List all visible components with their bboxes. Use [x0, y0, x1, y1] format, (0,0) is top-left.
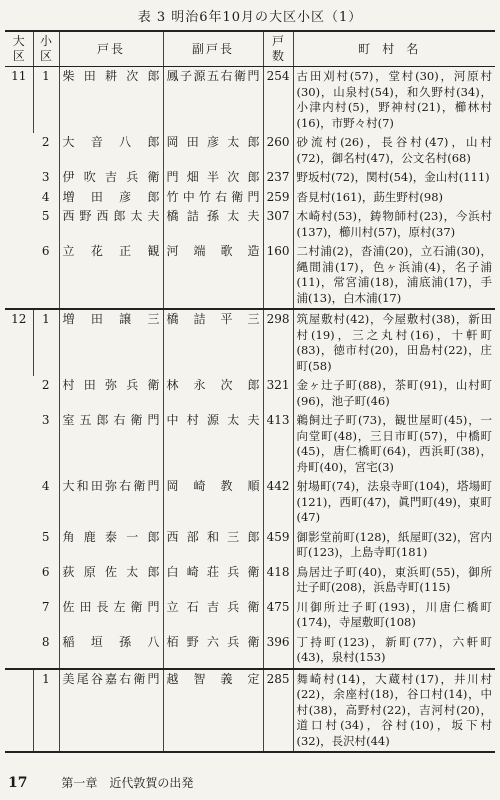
cell-shoku: 6 — [41, 244, 50, 258]
cell-shoku: 4 — [41, 189, 50, 204]
cell-kocho: 大和田弥右衛門 — [59, 477, 163, 528]
cell-towns: 舞崎村(14)，大蔵村(17)，井川村(22)，余座村(18)，谷口村(14)，中村(38)，高野村(22)，吉河村(20)，道口村(34)，谷村(10)，坂下村(32)，長沢村(44) — [293, 669, 495, 753]
cell-towns: 野坂村(72)，関村(54)，金山村(111) — [293, 168, 495, 188]
table-row — [5, 528, 495, 563]
cell-kosu: 285 — [263, 669, 293, 753]
cell-kosu: 260 — [263, 133, 293, 168]
cell-shoku: 3 — [41, 413, 50, 427]
cell-kosu: 307 — [263, 207, 293, 242]
cell-kocho: 西野西郎太夫 — [59, 207, 163, 242]
table-row — [5, 133, 495, 168]
cell-shoku: 5 — [41, 209, 50, 223]
cell-towns: 金ヶ辻子町(88)，茶町(91)，山村町(96)，池子町(46) — [293, 376, 495, 411]
cell-shoku: 2 — [41, 135, 50, 149]
cell-shoku: 7 — [41, 599, 50, 614]
cell-shoku: 5 — [41, 529, 50, 544]
table-row — [5, 242, 495, 309]
table-title: 表 3 明治6年10月の大区小区（1） — [137, 10, 363, 25]
cell-fuku: 白崎荘兵衛 — [163, 563, 263, 598]
district-table — [5, 30, 495, 753]
table-row — [5, 309, 495, 376]
cell-kosu: 321 — [263, 376, 293, 411]
cell-towns: 川御所辻子町(193)，川唐仁橋町(174)，寺屋敷町(108) — [293, 598, 495, 633]
cell-towns: 砂流村(26)，長谷村(47)，山村(72)，御名村(47)，公文名村(68) — [293, 133, 495, 168]
cell-shoku: 6 — [41, 564, 50, 579]
cell-towns: 筑屋敷村(42)，今屋敷村(38)，新田村(19)，三之丸村(16)，十軒町(83)，徳市村(20)，田島村(22)，庄町(58) — [293, 309, 495, 376]
cell-daiku: 12 — [5, 309, 33, 669]
cell-shoku: 8 — [41, 634, 50, 649]
cell-kocho: 柴田耕次郎 — [59, 67, 163, 134]
table-row — [5, 598, 495, 633]
cell-towns: 沓見村(161)，莇生野村(98) — [293, 188, 495, 208]
header-kocho: 戸長 — [59, 31, 163, 67]
cell-fuku: 岡崎教順 — [163, 477, 263, 528]
cell-fuku: 河端歌造 — [163, 242, 263, 309]
table-row — [5, 188, 495, 208]
cell-kosu: 459 — [263, 528, 293, 563]
table-row — [5, 669, 495, 753]
cell-fuku: 林永次郎 — [163, 376, 263, 411]
cell-kocho: 稲垣孫八 — [59, 633, 163, 669]
cell-kocho: 荻原佐太郎 — [59, 563, 163, 598]
cell-kosu: 396 — [263, 633, 293, 669]
cell-shoku: 4 — [41, 479, 50, 493]
cell-fuku: 門畑半次郎 — [163, 168, 263, 188]
cell-kocho: 美尾谷嘉右衛門 — [59, 669, 163, 753]
cell-towns: 鳥居辻子町(40)，東浜町(55)，御所辻子町(208)，浜島寺町(115) — [293, 563, 495, 598]
cell-fuku: 橋詰平三 — [163, 309, 263, 376]
cell-towns: 鵜飼辻子町(73)，観世屋町(45)，一向堂町(48)，三日市町(57)，中橋町(45)，唐仁橋町(64)，西浜町(38)，舟町(40)，宮宅(3) — [293, 411, 495, 477]
cell-fuku: 中村源太夫 — [163, 411, 263, 477]
cell-fuku: 岡田彦太郎 — [163, 133, 263, 168]
cell-kosu: 298 — [263, 309, 293, 376]
table-row — [5, 633, 495, 669]
cell-fuku: 立石吉兵衛 — [163, 598, 263, 633]
page-footer — [8, 774, 193, 791]
cell-fuku: 鳳子源五右衛門 — [163, 67, 263, 134]
page-number: 17 — [8, 775, 28, 791]
cell-kosu: 413 — [263, 411, 293, 477]
cell-shoku: 3 — [41, 170, 50, 184]
cell-kosu: 475 — [263, 598, 293, 633]
header-daiku: 大区 — [5, 31, 33, 67]
chapter-title: 第一章 近代敦賀の出発 — [61, 776, 194, 790]
cell-kosu: 259 — [263, 188, 293, 208]
table-row — [5, 477, 495, 528]
table-row — [5, 67, 495, 134]
cell-kosu: 442 — [263, 477, 293, 528]
cell-towns: 射場町(74)，法泉寺町(104)，塔場町(121)，西町(47)，眞門町(49)，東町(47) — [293, 477, 495, 528]
cell-fuku: 越智義定 — [163, 669, 263, 753]
cell-kocho: 立花正観 — [59, 242, 163, 309]
cell-fuku: 橋詰孫太夫 — [163, 207, 263, 242]
table-row — [5, 376, 495, 411]
cell-fuku: 竹中竹右衛門 — [163, 188, 263, 208]
cell-shoku: 1 — [33, 669, 59, 753]
table-row — [5, 207, 495, 242]
cell-towns: 二村浦(2)，沓浦(20)，立石浦(30)，縄間浦(17)，色ヶ浜浦(4)，名子浦(11)，常宮浦(18)，浦底浦(17)，手浦(13)，白木浦(17) — [293, 242, 495, 309]
cell-towns: 木崎村(53)，鋳物師村(23)，今浜村(137)，櫛川村(57)，原村(37) — [293, 207, 495, 242]
header-row — [5, 31, 495, 67]
cell-daiku: 11 — [11, 69, 27, 83]
header-shoku: 小区 — [33, 31, 59, 67]
cell-towns: 古田刈村(57)，堂村(30)，河原村(30)，山泉村(54)，和久野村(34)，小津内村(5)，野神村(21)，櫛林村(16)，市野々村(7) — [293, 67, 495, 134]
cell-kocho: 村田弥兵衛 — [59, 376, 163, 411]
header-towns: 町村名 — [293, 31, 495, 67]
cell-kocho: 角鹿泰一郎 — [59, 528, 163, 563]
table-row — [5, 168, 495, 188]
cell-kosu: 237 — [263, 168, 293, 188]
header-kosu: 戸数 — [263, 31, 293, 67]
cell-fuku: 栢野六兵衛 — [163, 633, 263, 669]
cell-kocho: 増田譲三 — [59, 309, 163, 376]
cell-kosu: 418 — [263, 563, 293, 598]
cell-kocho: 佐田長左衛門 — [59, 598, 163, 633]
cell-kosu: 160 — [263, 242, 293, 309]
header-fuku: 副戸長 — [163, 31, 263, 67]
cell-kocho: 伊吹吉兵衛 — [59, 168, 163, 188]
cell-fuku: 西部和三郎 — [163, 528, 263, 563]
cell-shoku: 1 — [33, 309, 59, 376]
cell-kocho: 室五郎右衛門 — [59, 411, 163, 477]
cell-shoku: 1 — [33, 67, 59, 134]
cell-shoku: 2 — [41, 378, 50, 392]
table-row — [5, 411, 495, 477]
cell-daiku — [5, 669, 33, 753]
cell-kocho: 大音八郎 — [59, 133, 163, 168]
table-row — [5, 563, 495, 598]
cell-towns: 御影堂前町(128)，紙屋町(32)，宮内町(123)，上島寺町(181) — [293, 528, 495, 563]
cell-kosu: 254 — [263, 67, 293, 134]
cell-towns: 丁持町(123)，新町(77)，六軒町(43)，泉村(153) — [293, 633, 495, 669]
cell-kocho: 増田彦郎 — [59, 188, 163, 208]
